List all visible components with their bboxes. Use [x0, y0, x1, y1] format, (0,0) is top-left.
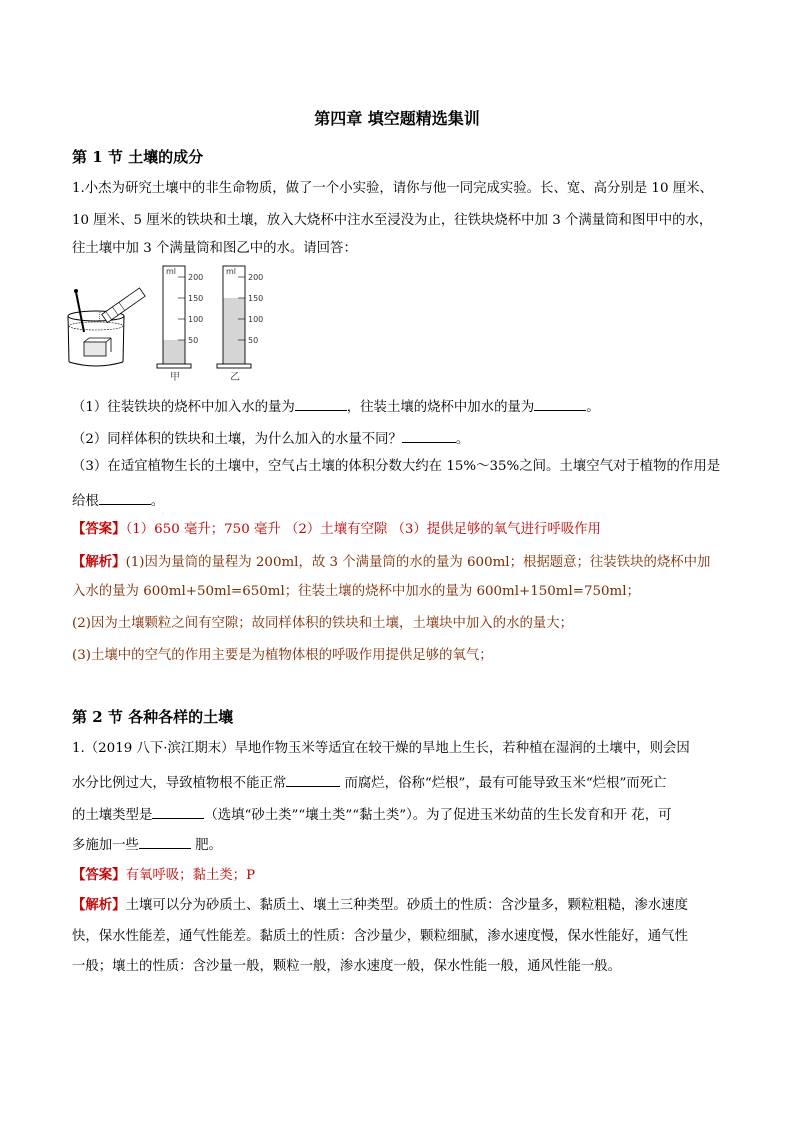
- cylinder-a-tick-200: 200: [188, 273, 204, 282]
- cylinder-b-tick-50: 50: [248, 336, 259, 345]
- beaker-and-cylinders-diagram: [66, 262, 281, 387]
- beaker-icon: [68, 288, 145, 366]
- q2-analysis-line-1: [72, 896, 688, 915]
- q1-sub-1-text-b: ，往装土壤的烧杯中加水的量为: [346, 400, 535, 415]
- q1-blank-2[interactable]: [534, 396, 586, 411]
- q2-answer: [72, 866, 255, 885]
- cylinder-a-tick-100: 100: [188, 315, 204, 324]
- q1-analysis-text-1: (1)因为量筒的量程为 200ml，故 3 个满量筒的水的量为 600ml；根据题意；往装铁块的烧杯中加: [125, 555, 711, 570]
- q2-stem-line-3: [72, 804, 671, 825]
- cylinder-a-label: 甲: [170, 372, 180, 383]
- experiment-figure: [66, 262, 281, 387]
- cylinder-b-tick-150: 150: [248, 294, 264, 303]
- q2-stem-text-3a: 的土壤类型是: [72, 808, 153, 823]
- q1-sub-2-text-a: （2）同样体积的铁块和土壤，为什么加入的水量不同？: [72, 432, 402, 447]
- q2-blank-3[interactable]: [139, 834, 191, 849]
- q1-sub-3-text-c: 。: [150, 494, 165, 509]
- q2-analysis-line-3: 一般；壤土的性质：含沙量一般，颗粒一般，渗水速度一般，保水性能一般，通风性能一般。: [72, 959, 622, 974]
- q1-stem-line-3: 往土壤中加 3 个满量筒和图乙中的水。请回答：: [72, 241, 357, 256]
- q2-answer-tag: 【答案】: [72, 867, 126, 883]
- q1-stem-line-2: 10 厘米、5 厘米的铁块和土壤，放入大烧杯中注水至浸没为止，往铁块烧杯中加 3 个满量筒和图甲中的水，: [72, 213, 713, 228]
- q1-answer-text: （1）650 毫升；750 毫升 （2）土壤有空隙 （3）提供足够的氧气进行呼吸作用: [125, 522, 601, 537]
- q2-analysis-line-2: 快，保水性能差，通气性能差。黏质土的性质：含沙量少，颗粒细腻，渗水速度慢，保水性能好，通气性: [72, 929, 688, 944]
- cylinder-a-unit: ml: [166, 267, 177, 276]
- section-1-heading: 第 1 节 土壤的成分: [72, 148, 204, 166]
- q2-stem-text-4b: 肥。: [190, 838, 222, 853]
- cylinder-a-tick-50: 50: [188, 336, 199, 345]
- q1-stem-line-1: 1.小杰为研究土壤中的非生命物质，做了一个小实验，请你与他一同完成实验。长、宽、高分别是 10 厘米、: [72, 181, 713, 196]
- q2-stem-line-2: [72, 772, 666, 793]
- q1-answer-tag: 【答案】: [72, 521, 126, 537]
- q2-blank-1[interactable]: [286, 772, 340, 787]
- cylinder-b-tick-200: 200: [248, 273, 264, 282]
- q1-analysis-line-3: (2)因为土壤颗粒之间有空隙；故同样体积的铁块和土壤，土壤块中加入的水的量大；: [72, 616, 574, 631]
- q2-stem-text-3b: （选填“砂土类”“壤土类”“黏土类”）。为了促进玉米幼苗的生长发育和开 花，可: [204, 808, 672, 823]
- q1-blank-3[interactable]: [402, 428, 456, 443]
- q1-sub-1: [72, 396, 600, 417]
- cylinder-b-icon: [217, 266, 263, 383]
- q1-sub-2: [72, 428, 469, 449]
- q2-stem-line-1: 1.（2019 八下·滨江期末）旱地作物玉米等适宜在较干燥的旱地上生长，若种植在湿润的土壤中，则会因: [72, 741, 690, 756]
- q1-sub-3-line-2: [72, 490, 164, 511]
- cylinder-b-tick-100: 100: [248, 315, 264, 324]
- q1-sub-3-text-b: 给根: [72, 494, 99, 509]
- q2-stem-line-4: [72, 834, 222, 855]
- q1-sub-1-text-c: 。: [586, 400, 600, 415]
- q2-stem-text-2b: 而腐烂，俗称“烂根”，最有可能导致玉米“烂根”而死亡: [340, 776, 667, 791]
- q2-answer-text: 有氧呼吸；黏土类；P: [125, 868, 256, 883]
- q2-stem-text-4a: 多施加一些: [72, 838, 139, 853]
- chapter-title: 第四章 填空题精选集训: [314, 109, 480, 128]
- cylinder-b-unit: ml: [226, 267, 237, 276]
- q2-blank-2[interactable]: [152, 804, 204, 819]
- q2-analysis-text-1: 土壤可以分为砂质土、黏质土、壤土三种类型。砂质土的性质：含沙量多，颗粒粗糙，渗水速度: [125, 898, 688, 913]
- q1-analysis-line-2: 入水的量为 600ml+50ml=650ml；往装土壤的烧杯中加水的量为 600ml+150ml=750ml；: [72, 584, 640, 599]
- q1-analysis-line-1: [72, 553, 710, 572]
- cylinder-b-label: 乙: [230, 372, 240, 383]
- q1-sub-3-line-1: （3）在适宜植物生长的土壤中，空气占土壤的体积分数大约在 15%～35%之间。土壤空气对于植物的作用是: [72, 459, 721, 474]
- q1-blank-1[interactable]: [295, 396, 347, 411]
- q1-sub-2-text-b: 。: [455, 432, 470, 447]
- section-2-heading: 第 2 节 各种各样的土壤: [72, 708, 234, 726]
- q1-analysis-line-4: (3)土壤中的空气的作用主要是为植物体根的呼吸作用提供足够的氧气；: [72, 648, 493, 663]
- q1-sub-1-text-a: （1）往装铁块的烧杯中加入水的量为: [72, 400, 295, 415]
- q1-analysis-tag: 【解析】: [72, 554, 126, 570]
- q1-answer: [72, 520, 601, 539]
- q1-blank-4[interactable]: [99, 490, 151, 505]
- cylinder-a-icon: [157, 266, 203, 383]
- cylinder-a-tick-150: 150: [188, 294, 204, 303]
- q2-analysis-tag: 【解析】: [72, 897, 126, 913]
- q2-stem-text-2a: 水分比例过大，导致植物根不能正常: [72, 776, 287, 791]
